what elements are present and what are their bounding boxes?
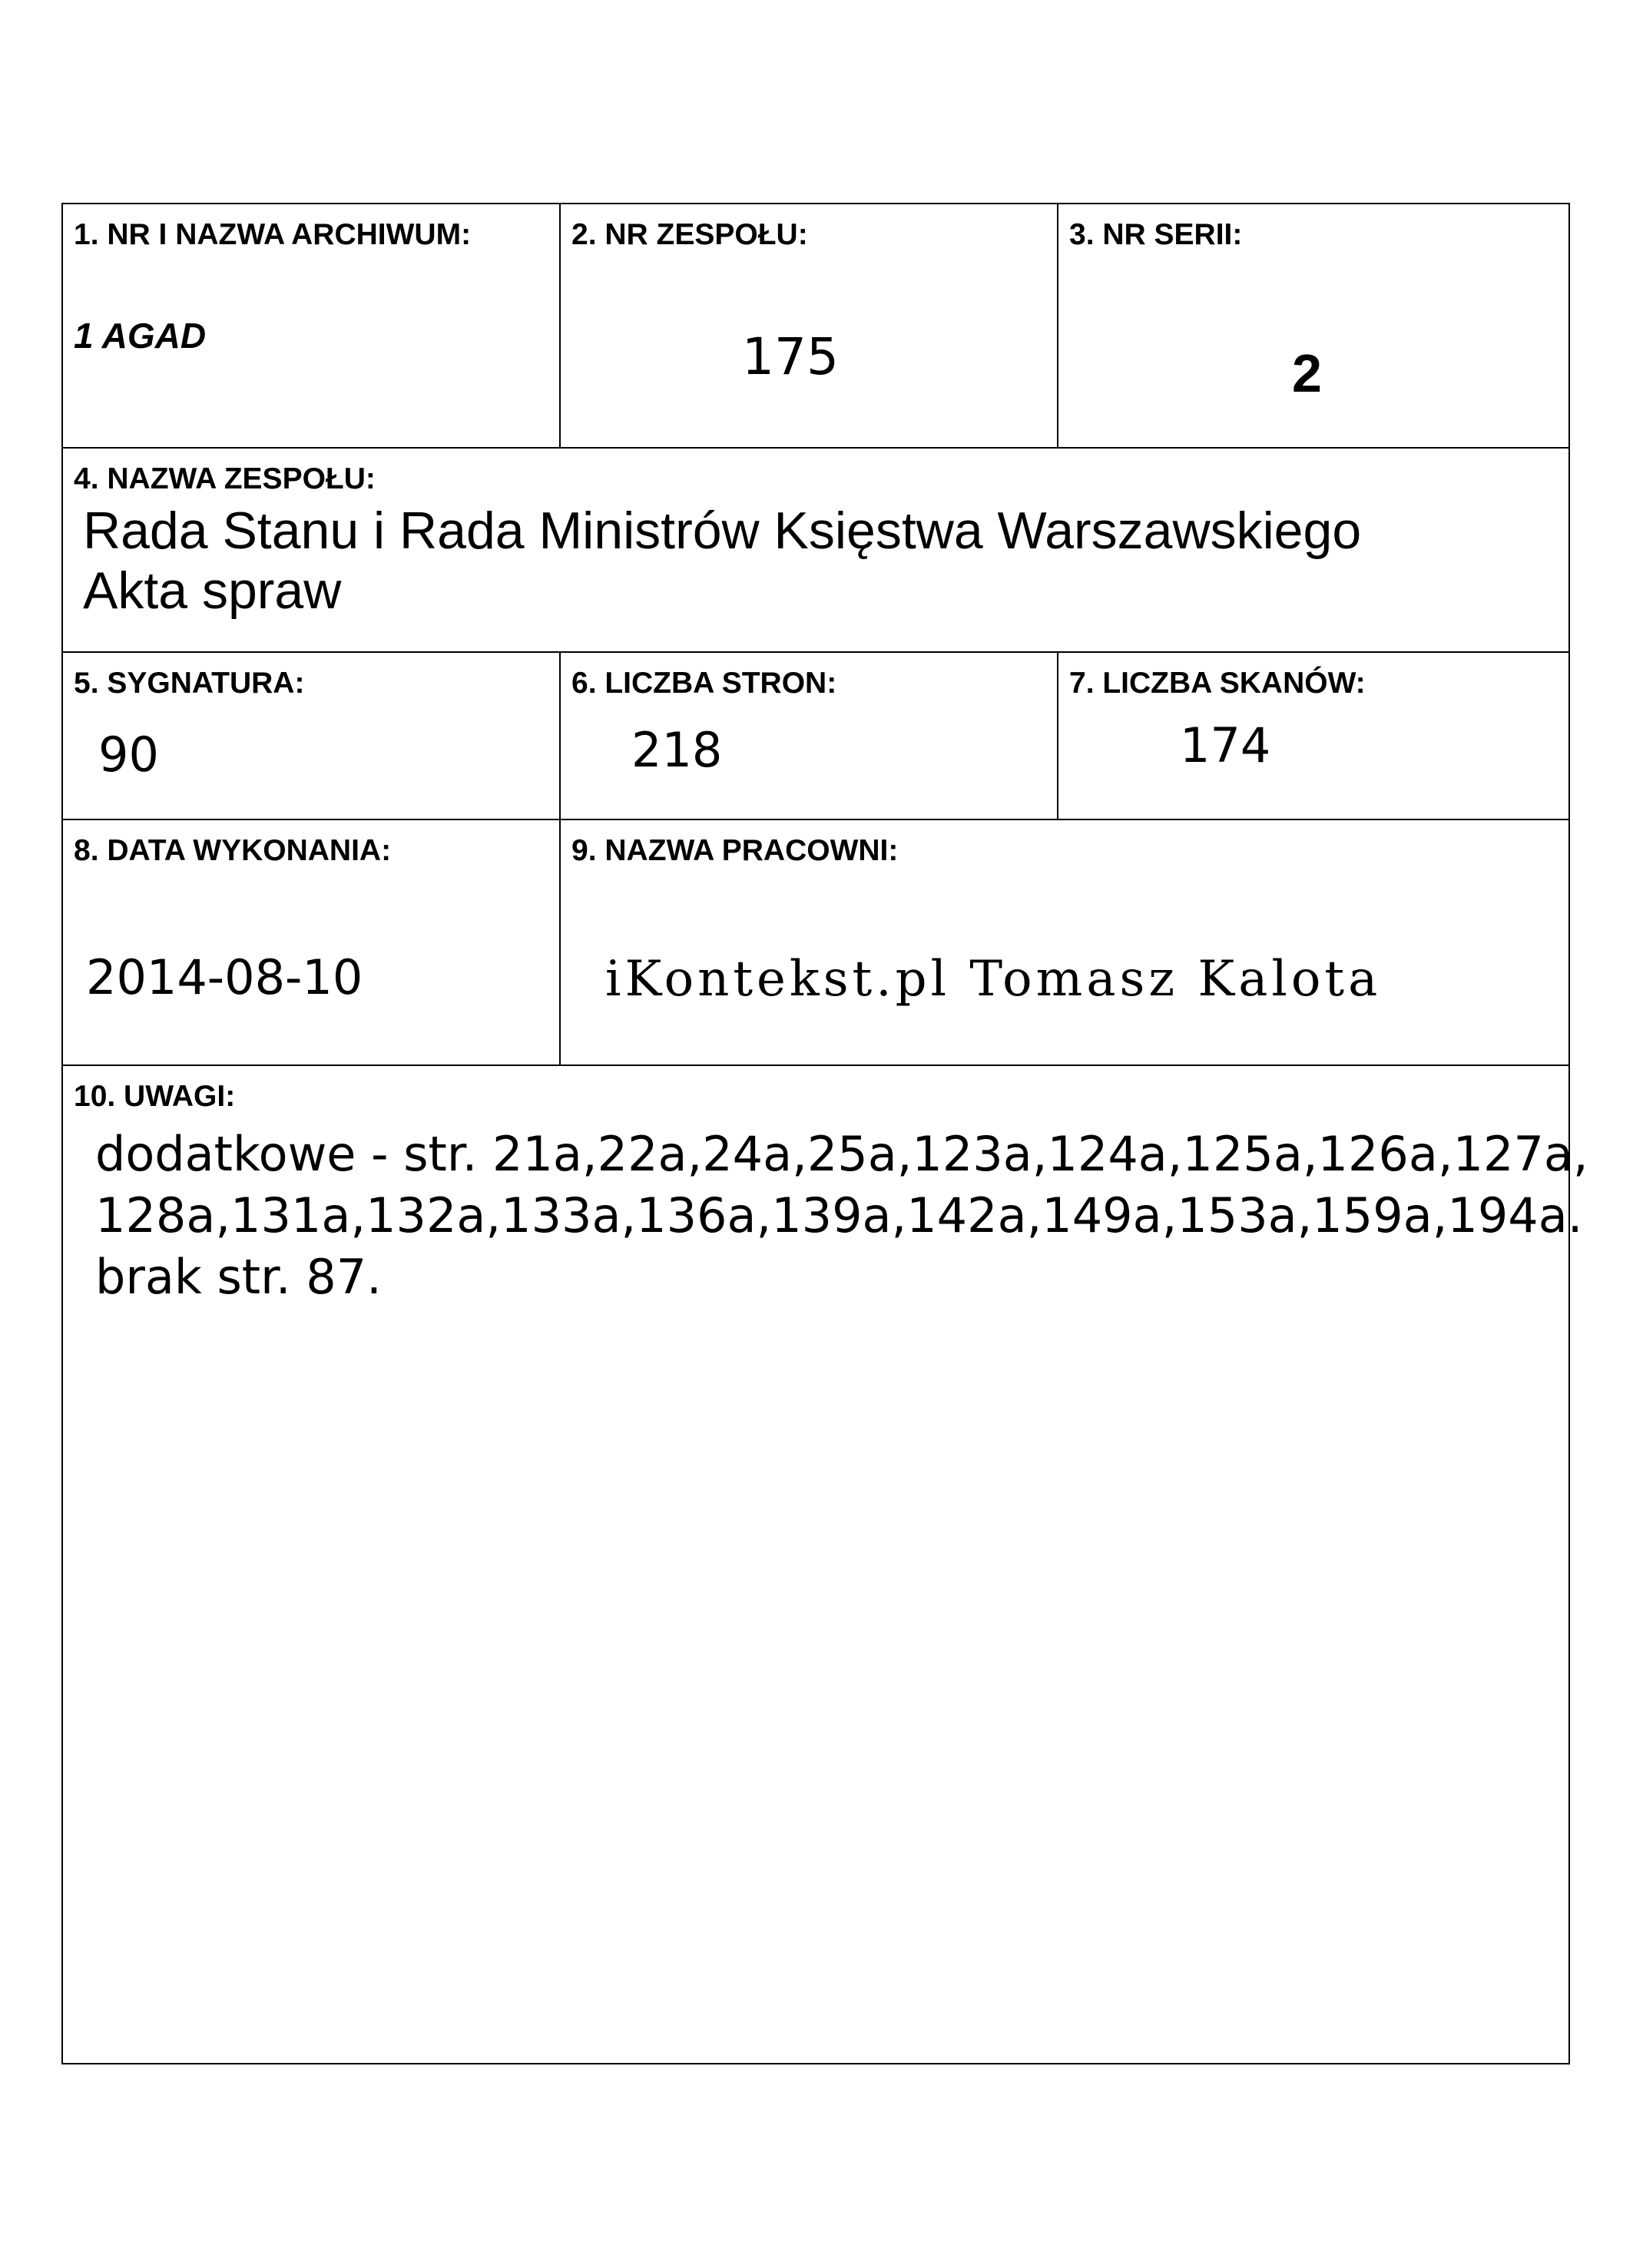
- field-series-number: [1058, 204, 1570, 449]
- field-label: 4. NAZWA ZESPOŁU:: [74, 462, 376, 495]
- field-label: 5. SYGNATURA:: [74, 667, 305, 700]
- remarks-line: dodatkowe - str. 21a,22a,24a,25a,123a,124a,125a,126a,127a,: [95, 1126, 1588, 1182]
- field-label: 1. NR I NAZWA ARCHIWUM:: [74, 218, 472, 251]
- field-label: 10. UWAGI:: [74, 1080, 236, 1113]
- remarks-line: 128a,131a,132a,133a,136a,139a,142a,149a,153a,159a,194a.: [95, 1187, 1583, 1243]
- scan-count-value: 174: [1180, 717, 1271, 773]
- archive-value: 1 AGAD: [74, 316, 207, 356]
- field-archive: [63, 204, 561, 449]
- field-label: 2. NR ZESPOŁU:: [571, 218, 808, 251]
- field-label: 9. NAZWA PRACOWNI:: [571, 834, 899, 867]
- fond-name-line: Akta spraw: [83, 561, 342, 620]
- field-label: 8. DATA WYKONANIA:: [74, 834, 392, 867]
- field-label: 6. LICZBA STRON:: [571, 667, 837, 700]
- signature-value: 90: [98, 727, 159, 783]
- field-label: 7. LICZBA SKANÓW:: [1069, 667, 1366, 700]
- date-value: 2014-08-10: [86, 949, 363, 1005]
- field-fond-name: [63, 449, 1570, 653]
- field-fond-number: [561, 204, 1058, 449]
- field-label: 3. NR SERII:: [1069, 218, 1243, 251]
- field-date: [63, 820, 561, 1066]
- field-page-count: [561, 653, 1058, 820]
- field-scan-count: [1058, 653, 1570, 820]
- field-signature: [63, 653, 561, 820]
- page-count-value: 218: [631, 722, 723, 778]
- field-remarks: [63, 1066, 1588, 2064]
- fond-number-value: 175: [742, 327, 839, 386]
- archive-metadata-card: [61, 203, 1588, 2064]
- field-workshop: [561, 820, 1570, 1066]
- remarks-line: brak str. 87.: [95, 1249, 382, 1305]
- series-number-value: 2: [1292, 343, 1322, 403]
- fond-name-line: Rada Stanu i Rada Ministrów Księstwa Warszawskiego: [83, 502, 1362, 560]
- workshop-value: iKontekst.pl Tomasz Kalota: [605, 951, 1382, 1008]
